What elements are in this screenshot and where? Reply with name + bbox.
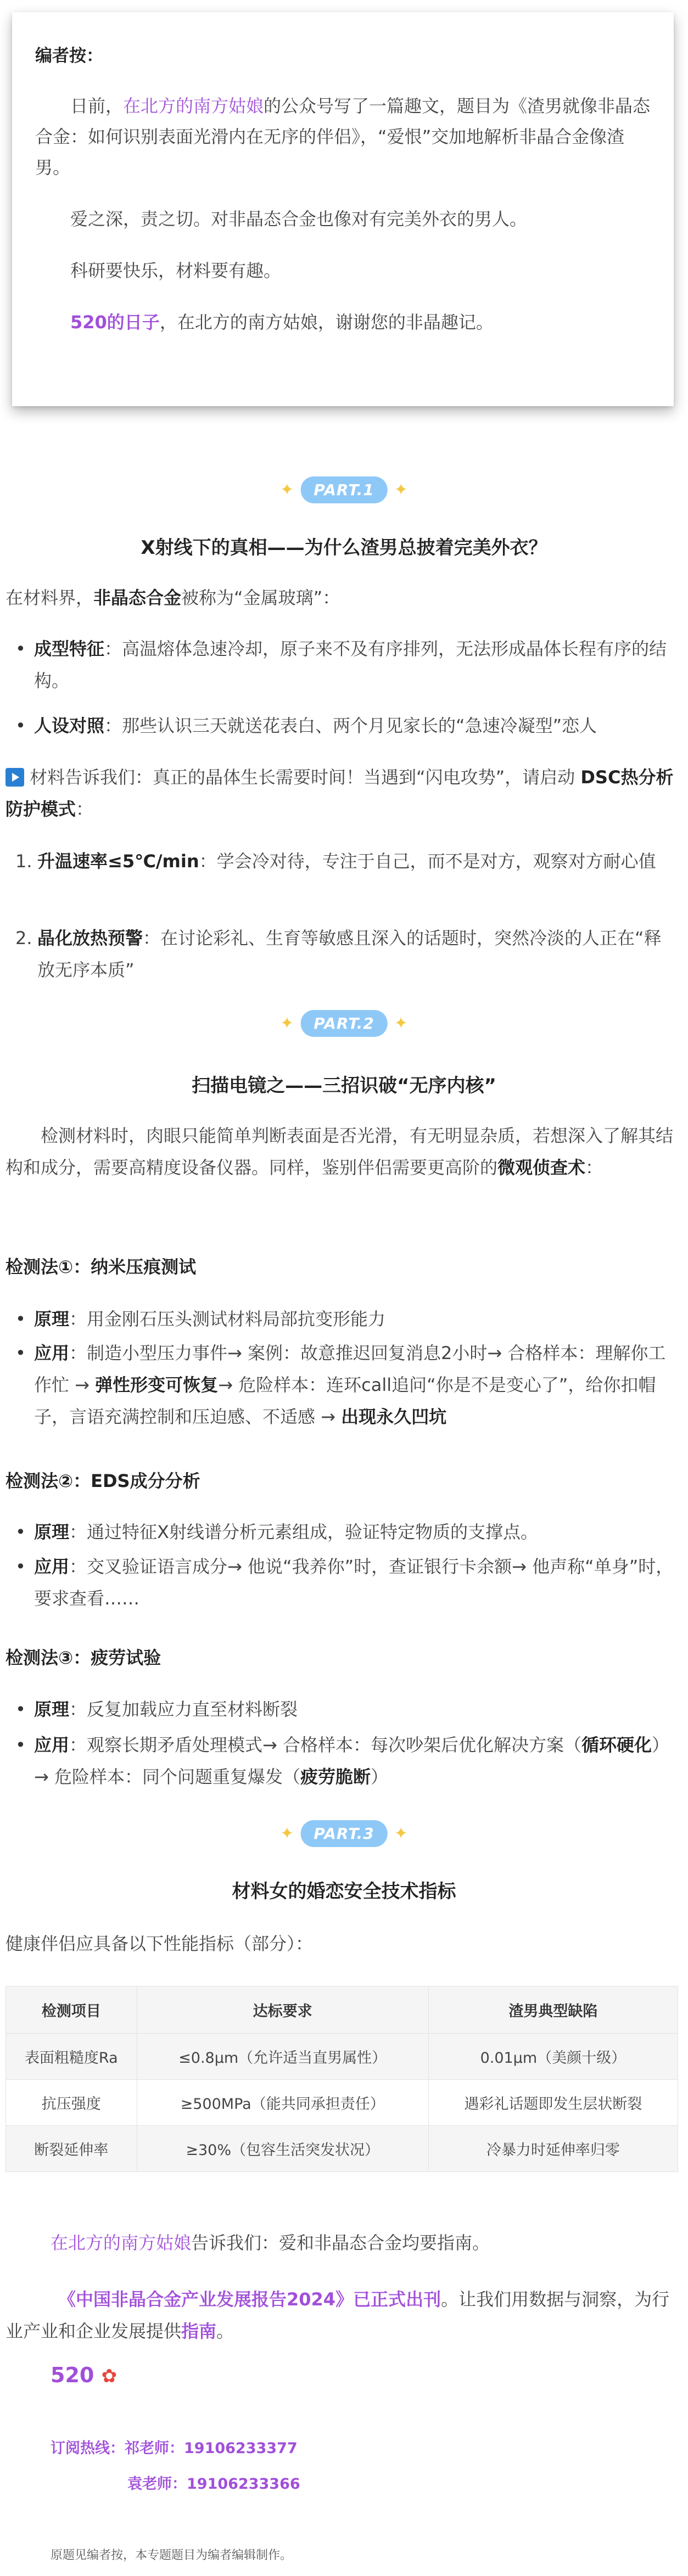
part3-badge: PART.3: [300, 1820, 387, 1847]
table-cell: ≥500MPa（能共同承担责任）: [137, 2080, 428, 2126]
method-3-principle: • 原理：反复加载应力直至材料断裂: [15, 1693, 677, 1725]
part1-numbered-2: 2. 晶化放热预警：在讨论彩礼、生育等敏感且深入的话题时，突然冷淡的人正在“释放无序本质”: [15, 928, 662, 980]
part1-title: X射线下的真相——为什么渣男总披着完美外衣？: [141, 537, 547, 559]
table-cell: 抗压强度: [6, 2080, 137, 2126]
part2-badge: PART.2: [300, 1010, 387, 1037]
method-1-title: 检测法①：纳米压痕测试: [5, 1256, 197, 1277]
table-cell: 断裂延伸率: [6, 2126, 137, 2172]
editor-label: 编者按：: [35, 46, 103, 66]
sparkle-icon: ✦: [280, 1013, 294, 1033]
play-icon: [5, 768, 24, 787]
table-row: [6, 2126, 678, 2172]
table-header-row: [6, 1986, 678, 2034]
method-2-application: • 应用：交叉验证语言成分→ 他说“我养你”时，查证银行卡余额→ 他声称“单身”时，要求查看……: [15, 1551, 677, 1614]
table-row: [6, 2034, 678, 2080]
hotline-1: 订阅热线：祁老师：19106233377: [51, 2440, 298, 2457]
part1-badge: PART.1: [300, 476, 387, 503]
table-cell: 遇彩礼话题即发生层状断裂: [428, 2080, 678, 2126]
method-1-application: • 应用：制造小型压力事件→ 案例：故意推迟回复消息2小时→ 合格样本：理解你工作忙 → 弹性形变可恢复→ 危险样本：连环call追问“你是不是变心了”，给你扣帽子，言语充满控制和压迫感、不适感 → 出现永久凹坑: [15, 1337, 677, 1433]
part2-badge-group: [280, 1010, 408, 1037]
author-link[interactable]: 在北方的南方姑娘: [123, 96, 264, 116]
table-header: 渣男典型缺陷: [428, 1986, 678, 2034]
table-cell: 0.01μm（美颜十级）: [428, 2034, 678, 2080]
spec-table: [5, 1986, 678, 2172]
editor-paragraph-3: 科研要快乐，材料要有趣。: [70, 260, 282, 281]
part1-numbered-1: 1. 升温速率≤5℃/min：学会冷对待，专注于自己，而不是对方，观察对方耐心值: [15, 851, 656, 872]
table-header: 检测项目: [6, 1986, 137, 2034]
method-2-principle: • 原理：通过特征X射线谱分析元素组成，验证特定物质的支撑点。: [15, 1516, 677, 1548]
part2-intro: 检测材料时，肉眼只能简单判断表面是否光滑，有无明显杂质，若想深入了解其结构和成分，需要高精度设备仪器。同样，鉴别伴侣需要更高阶的微观侦查术：: [5, 1125, 674, 1178]
part3-intro: 健康伴侣应具备以下性能指标（部分）：: [5, 1933, 314, 1954]
sparkle-icon: ✦: [394, 480, 408, 500]
editor-paragraph-2: 爱之深，责之切。对非晶态合金也像对有完美外衣的男人。: [70, 209, 528, 229]
method-3-application: • 应用：观察长期矛盾处理模式→ 合格样本：每次吵架后优化解决方案（循环硬化）→ 危险样本：同个问题重复爆发（疲劳脆断）: [15, 1729, 677, 1793]
guide-link[interactable]: 指南: [181, 2321, 217, 2342]
table-cell: ≥30%（包容生活突发状况）: [137, 2126, 428, 2172]
highlight-520: 520的日子: [70, 312, 160, 333]
part1-intro: 在材料界，非晶态合金被称为“金属玻璃”：: [5, 587, 340, 608]
part1-bullet-2: • 人设对照：那些认识三天就送花表白、两个月见家长的“急速冷凝型”恋人: [15, 710, 677, 742]
footer-line-1: 在北方的南方姑娘告诉我们：爱和非晶态合金均要指南。: [51, 2232, 490, 2253]
sparkle-icon: ✦: [394, 1013, 408, 1033]
part1-tip: 材料告诉我们：真正的晶体生长需要时间！当遇到“闪电攻势”，请启动 DSC热分析防护模式：: [5, 767, 674, 820]
editor-note-box: [12, 12, 674, 406]
editor-paragraph-1: 日前，在北方的南方姑娘的公众号写了一篇趣文，题目为《渣男就像非晶态合金：如何识别表面光滑内在无序的伴侣》，“爱恨”交加地解析非晶合金像渣男。: [35, 96, 651, 178]
table-header: 达标要求: [137, 1986, 428, 2034]
part3-title: 材料女的婚恋安全技术指标: [232, 1881, 456, 1902]
author-link[interactable]: 在北方的南方姑娘: [51, 2232, 192, 2253]
method-3-title: 检测法③：疲劳试验: [5, 1647, 161, 1668]
part1-badge-group: [280, 476, 408, 503]
table-cell: 冷暴力时延伸率归零: [428, 2126, 678, 2172]
flower-icon: ✿: [101, 2365, 118, 2387]
date-520: 520 ✿: [51, 2363, 118, 2387]
method-1-principle: • 原理：用金刚石压头测试材料局部抗变形能力: [15, 1303, 677, 1335]
footer-line-2: 《中国非晶合金产业发展报告2024》已正式出刊。让我们用数据与洞察，为行业产业和企业发展提供指南。: [5, 2289, 670, 2342]
part3-badge-group: [280, 1820, 408, 1847]
editor-note-footer: 原题见编者按，本专题题目为编者编辑制作。: [51, 2549, 293, 2562]
method-2-title: 检测法②：EDS成分分析: [5, 1471, 200, 1491]
table-row: [6, 2080, 678, 2126]
hotline-2: 袁老师：19106233366: [127, 2476, 300, 2493]
sparkle-icon: ✦: [394, 1823, 408, 1843]
part1-bullet-1: • 成型特征：高温熔体急速冷却，原子来不及有序排列，无法形成晶体长程有序的结构。: [15, 633, 677, 697]
editor-paragraph-4: 520的日子，在北方的南方姑娘，谢谢您的非晶趣记。: [70, 312, 494, 333]
sparkle-icon: ✦: [280, 480, 294, 500]
table-cell: ≤0.8μm（允许适当直男属性）: [137, 2034, 428, 2080]
table-cell: 表面粗糙度Ra: [6, 2034, 137, 2080]
sparkle-icon: ✦: [280, 1823, 294, 1843]
part2-title: 扫描电镜之——三招识破“无序内核”: [192, 1075, 496, 1097]
